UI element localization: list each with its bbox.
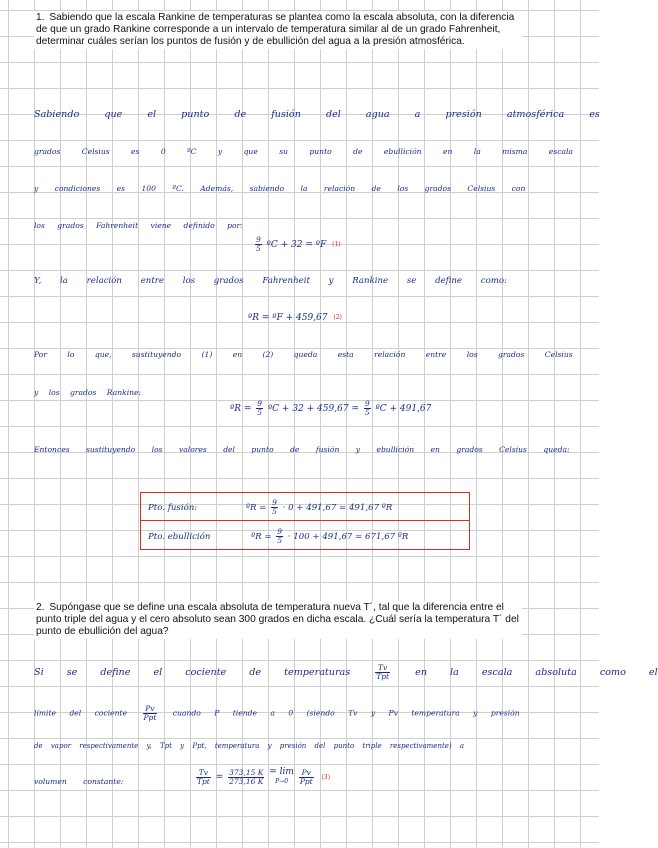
fraction: $\frac{Pv}{\text{Ppt}}$	[299, 767, 313, 786]
fraction: $\frac{373,15 K}{273,16 K}$	[229, 767, 264, 786]
result-fusion: Pto. fusión: ºR = $\frac{9}{5}$ · 0 + 491,67 = 491,67 ºR	[148, 498, 393, 516]
handwritten-line: límite del cociente $\frac{Pv}{\text{Ppt}}$ cuando P tiende a 0 (siendo Tv y Pv temperatura y presión	[34, 704, 520, 722]
handwritten-line: los grados Fahrenheit viene definido por:	[34, 221, 243, 230]
equation-ref: (3)	[321, 773, 331, 781]
handwritten-line: Por lo que, sustituyendo (1) en (2) queda esta relación entre los grados Celsius	[34, 350, 573, 359]
problem-text: Sabiendo que la escala Rankine de temperaturas se plantea como la escala absoluta, con la diferencia de que un grado Rankine corresponde a un intervalo de temperatura similar al de un grado Fahrenheit, determinar cuáles serían los puntos de fusión y de ebullición del agua a la presión atmosférica.	[36, 12, 515, 47]
handwritten-line: Y, la relación entre los grados Fahrenheit y Rankine se define como:	[34, 276, 507, 286]
equation-celsius-rankine: ºR = $\frac{9}{5}$ ºC + 32 + 459,67 = $\frac{9}{5}$ ºC + 491,67	[230, 399, 432, 417]
handwritten-line: Sabiendo que el punto de fusión del agua a presión atmosférica es	[34, 109, 600, 120]
equation-temperature-ratio: $\frac{Tv}{\text{Tpt}}$ = $\frac{373,15 K}{273,16 K}$ = lim P→0 $\frac{Pv}{\text{Ppt}}$ (3)	[197, 767, 331, 786]
handwritten-line: grados Celsius es 0 ºC y que su punto de ebullición en la misma escala	[34, 147, 573, 156]
problem-number: 1.	[36, 12, 45, 23]
fraction: $\frac{9}{5}$	[277, 527, 283, 545]
fraction: $\frac{9}{5}$	[256, 235, 261, 253]
handwritten-line: Si se define el cociente de temperaturas $\frac{Tv}{\text{Tpt}}$ en la escala absoluta como el	[34, 663, 658, 681]
fraction: $\frac{9}{5}$	[364, 399, 370, 417]
fraction: $\frac{Pv}{\text{Ppt}}$	[143, 704, 157, 722]
equation-fahrenheit-rankine: ºR = ºF + 459,67 (2)	[248, 313, 342, 323]
handwritten-line: volumen constante:	[34, 777, 124, 786]
results-divider	[140, 520, 470, 521]
problem-number: 2.	[36, 602, 45, 613]
problem-text: Supóngase que se define una escala absoluta de temperatura nueva T´, tal que la diferencia entre el punto triple del agua y el cero absoluto sean 300 grados en dicha escala. ¿Cuál sería la temperatura T´ del punto de ebullición del agua?	[36, 602, 519, 637]
fraction: $\frac{9}{5}$	[257, 399, 263, 417]
equation-ref: (1)	[332, 241, 341, 248]
handwritten-line: de vapor respectivamente y, Tpt y Ppt, temperatura y presión del punto triple respectivamente) a	[34, 742, 465, 750]
fraction: $\frac{9}{5}$	[272, 498, 277, 516]
equation-ref: (2)	[333, 314, 342, 321]
handwritten-line: y los grados Rankine:	[34, 388, 142, 397]
result-ebullicion: Pto. ebullición ºR = $\frac{9}{5}$ · 100 + 491,67 = 671,67 ºR	[148, 527, 409, 545]
handwritten-line: y condiciones es 100 ºC. Además, sabiendo la relación de los grados Celsius con	[34, 184, 526, 193]
handwritten-line: Entonces sustituyendo los valores del punto de fusión y ebullición en grados Celsius queda:	[34, 445, 570, 454]
fraction: $\frac{Tv}{\text{Tpt}}$	[197, 767, 210, 786]
problem-1-statement	[34, 11, 522, 49]
fraction: $\frac{Tv}{\text{Tpt}}$	[376, 663, 390, 681]
equation-celsius-fahrenheit: $\frac{9}{5}$ ºC + 32 = ºF (1)	[256, 235, 341, 253]
problem-2-statement	[34, 601, 522, 639]
